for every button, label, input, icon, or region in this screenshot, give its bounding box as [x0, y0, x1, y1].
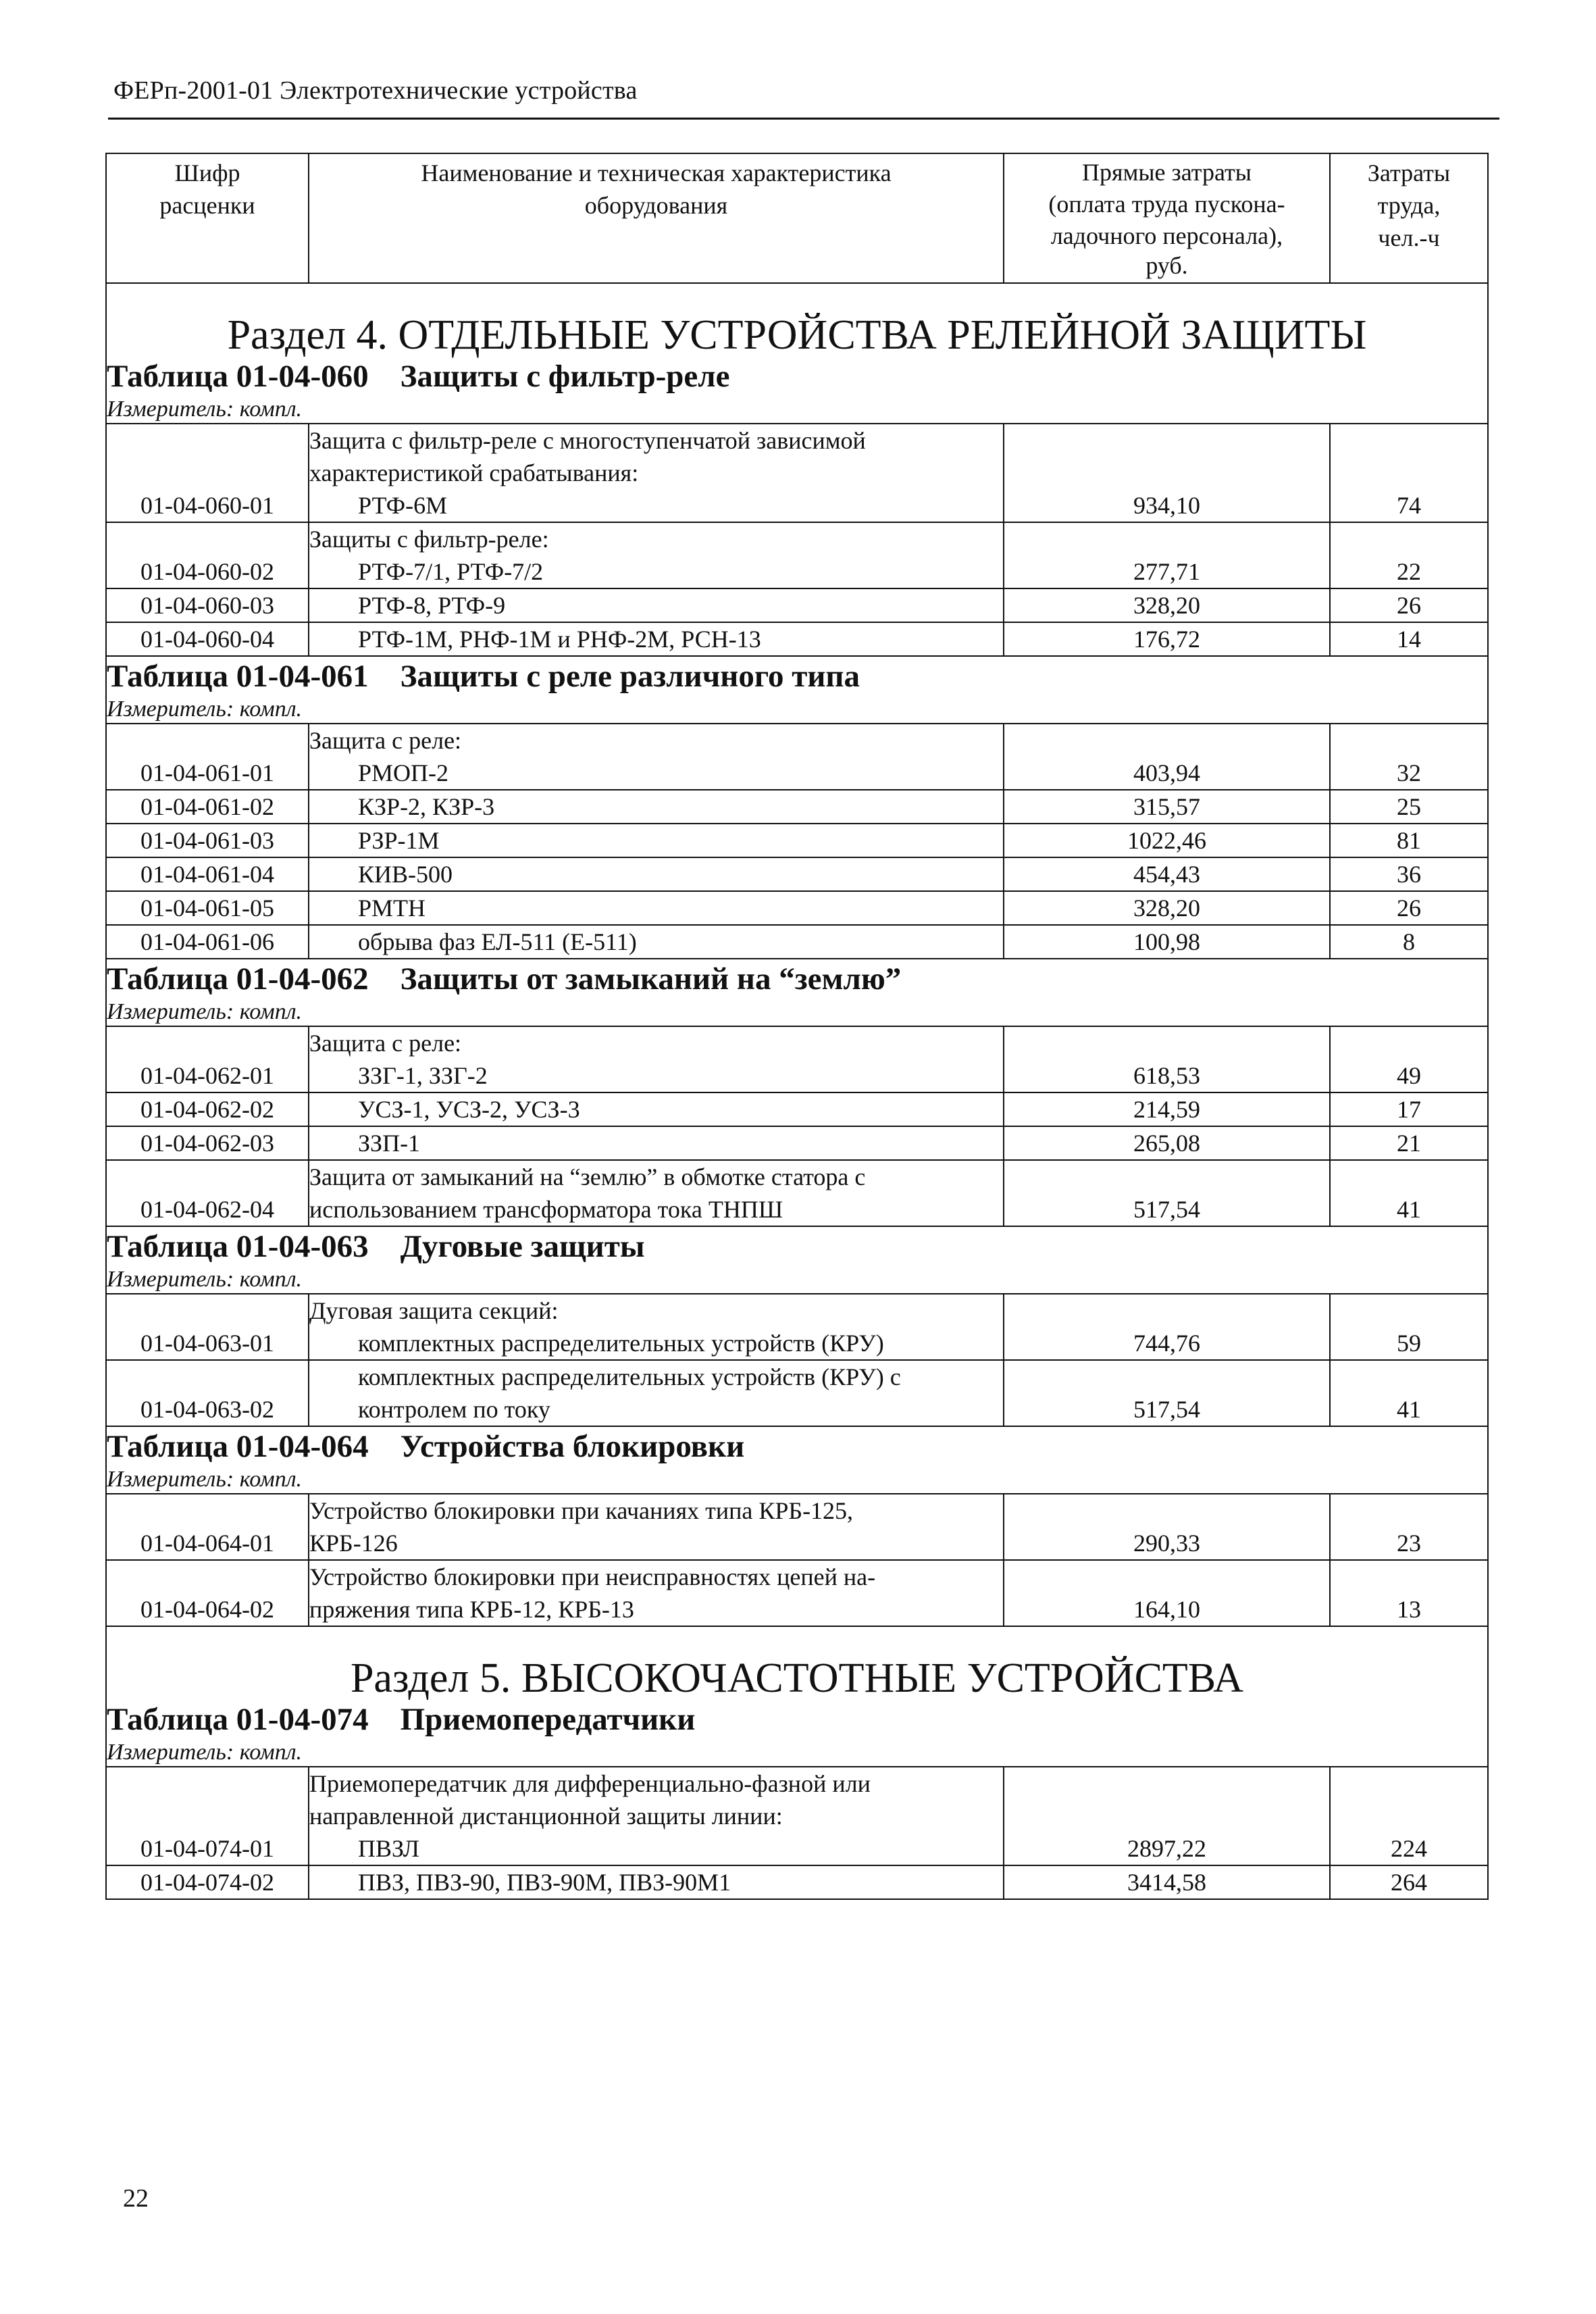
row-name: [309, 622, 1004, 656]
header-code: [106, 153, 309, 283]
table-caption: [106, 656, 1488, 696]
header-code-line: Шифр: [174, 159, 240, 186]
table-row: [106, 622, 1488, 656]
row-name-text: пряжения типа КРБ-12, КРБ-13: [309, 1596, 634, 1623]
group-heading: характеристикой срабатывания:: [309, 459, 639, 486]
row-cost: 100,98: [1004, 925, 1330, 959]
section-title: Раздел 4. ОТДЕЛЬНЫЕ УСТРОЙСТВА РЕЛЕЙНОЙ ЗАЩИТЫ: [106, 283, 1488, 357]
row-name: [309, 1092, 1004, 1126]
row-code: 01-04-060-02: [106, 522, 309, 588]
row-labor: 26: [1330, 588, 1488, 622]
row-code: 01-04-061-06: [106, 925, 309, 959]
row-name-text: РТФ-7/1, РТФ-7/2: [358, 558, 544, 585]
row-name: [309, 925, 1004, 959]
row-cost: 328,20: [1004, 588, 1330, 622]
row-cost: 1022,46: [1004, 824, 1330, 857]
measure-line: [106, 696, 1488, 724]
row-name-text: ЗЗГ-1, ЗЗГ-2: [358, 1062, 488, 1089]
group-heading: направленной дистанционной защиты линии:: [309, 1803, 783, 1830]
table-title: Приемопередатчики: [400, 1702, 696, 1737]
header-name: [309, 153, 1004, 283]
measure-row: [106, 1739, 1488, 1767]
header-cost-line: руб.: [1145, 252, 1188, 279]
measure-label: Измеритель:: [107, 1467, 234, 1492]
row-labor: 59: [1330, 1294, 1488, 1360]
row-name-text: контролем по току: [358, 1396, 550, 1423]
row-name-text: УСЗ-1, УСЗ-2, УСЗ-3: [358, 1096, 580, 1123]
row-code: 01-04-061-04: [106, 857, 309, 891]
header-cost: [1004, 153, 1330, 283]
row-cost: 315,57: [1004, 790, 1330, 824]
table-number: Таблица 01-04-062: [107, 961, 369, 997]
table-row: [106, 857, 1488, 891]
row-cost: 290,33: [1004, 1494, 1330, 1560]
row-code: 01-04-062-04: [106, 1160, 309, 1226]
row-labor: 264: [1330, 1865, 1488, 1899]
row-name-text: комплектных распределительных устройств (КРУ) с: [358, 1363, 901, 1390]
table-row: [106, 1494, 1488, 1560]
row-code: 01-04-074-02: [106, 1865, 309, 1899]
row-cost: 403,94: [1004, 724, 1330, 790]
table-row: [106, 424, 1488, 522]
row-name: [309, 1494, 1004, 1560]
row-labor: 74: [1330, 424, 1488, 522]
row-name-text: Устройство блокировки при неисправностях цепей на-: [309, 1563, 876, 1590]
table-caption: [106, 1426, 1488, 1466]
table-title: Устройства блокировки: [400, 1429, 745, 1464]
row-cost: 744,76: [1004, 1294, 1330, 1360]
table-caption-row: [106, 959, 1488, 999]
row-labor: 25: [1330, 790, 1488, 824]
row-cost: 328,20: [1004, 891, 1330, 925]
table-caption-row: [106, 656, 1488, 696]
section-row: [106, 1626, 1488, 1700]
table-caption: [106, 357, 1488, 396]
table-row: [106, 1294, 1488, 1360]
row-name-text: КЗР-2, КЗР-3: [358, 793, 495, 820]
row-name-text: комплектных распределительных устройств (КРУ): [358, 1330, 884, 1357]
price-table: [105, 153, 1489, 1900]
row-cost: 934,10: [1004, 424, 1330, 522]
table-caption: [106, 959, 1488, 999]
row-cost: 176,72: [1004, 622, 1330, 656]
measure-line: [106, 999, 1488, 1026]
row-name-text: Защита от замыканий на “землю” в обмотке статора с: [309, 1163, 866, 1190]
measure-row: [106, 1466, 1488, 1494]
row-name: [309, 1360, 1004, 1426]
table-row: [106, 1865, 1488, 1899]
row-name: [309, 522, 1004, 588]
row-labor: 23: [1330, 1494, 1488, 1560]
header-cost-line: ладочного персонала),: [1050, 222, 1283, 249]
row-name: [309, 588, 1004, 622]
measure-label: Измеритель:: [107, 1267, 234, 1292]
row-cost: 265,08: [1004, 1126, 1330, 1160]
row-labor: 8: [1330, 925, 1488, 959]
row-labor: 224: [1330, 1767, 1488, 1865]
table-row: [106, 824, 1488, 857]
header-labor-line: труда,: [1377, 192, 1441, 219]
measure-label: Измеритель:: [107, 999, 234, 1024]
row-cost: 454,43: [1004, 857, 1330, 891]
row-cost: 164,10: [1004, 1560, 1330, 1626]
row-code: 01-04-062-03: [106, 1126, 309, 1160]
table-caption: [106, 1226, 1488, 1266]
row-name: [309, 857, 1004, 891]
row-cost: 517,54: [1004, 1360, 1330, 1426]
measure-row: [106, 696, 1488, 724]
header-cost-line: (оплата труда пускона-: [1048, 191, 1285, 218]
row-labor: 49: [1330, 1026, 1488, 1092]
table-row: [106, 790, 1488, 824]
row-code: 01-04-060-04: [106, 622, 309, 656]
table-number: Таблица 01-04-061: [107, 659, 369, 694]
row-code: 01-04-062-01: [106, 1026, 309, 1092]
group-heading: Защита с фильтр-реле с многоступенчатой зависимой: [309, 427, 866, 454]
row-code: 01-04-060-01: [106, 424, 309, 522]
measure-line: [106, 396, 1488, 424]
header-code-line: расценки: [159, 192, 255, 219]
measure-label: Измеритель:: [107, 1740, 234, 1765]
header-cost-line: Прямые затраты: [1082, 159, 1252, 186]
table-title: Дуговые защиты: [400, 1229, 645, 1264]
row-code: 01-04-061-01: [106, 724, 309, 790]
table-row: [106, 1160, 1488, 1226]
row-code: 01-04-063-02: [106, 1360, 309, 1426]
table-caption-row: [106, 1426, 1488, 1466]
row-labor: 13: [1330, 1560, 1488, 1626]
row-name-text: РМТН: [358, 895, 426, 922]
row-name-text: использованием трансформатора тока ТНПШ: [309, 1196, 783, 1223]
row-name-text: РЗР-1М: [358, 827, 440, 854]
page-number: 22: [123, 2184, 149, 2213]
row-name: [309, 1026, 1004, 1092]
row-cost: 277,71: [1004, 522, 1330, 588]
row-labor: 36: [1330, 857, 1488, 891]
column-header-row: [106, 153, 1488, 283]
row-labor: 26: [1330, 891, 1488, 925]
table-caption-row: [106, 1700, 1488, 1739]
row-labor: 81: [1330, 824, 1488, 857]
measure-unit: компл.: [239, 999, 303, 1024]
row-name: [309, 724, 1004, 790]
table-row: [106, 724, 1488, 790]
section-title: Раздел 5. ВЫСОКОЧАСТОТНЫЕ УСТРОЙСТВА: [106, 1626, 1488, 1700]
section-row: [106, 283, 1488, 357]
table-row: [106, 588, 1488, 622]
group-heading: Приемопередатчик для дифференциально-фазной или: [309, 1770, 871, 1797]
row-code: 01-04-061-05: [106, 891, 309, 925]
row-name-text: РТФ-8, РТФ-9: [358, 592, 506, 619]
row-labor: 14: [1330, 622, 1488, 656]
row-name: [309, 891, 1004, 925]
row-name: [309, 824, 1004, 857]
measure-row: [106, 999, 1488, 1026]
row-name-text: РТФ-6М: [358, 492, 448, 519]
table-row: [106, 925, 1488, 959]
measure-unit: компл.: [239, 1467, 303, 1492]
row-labor: 17: [1330, 1092, 1488, 1126]
row-name-text: РТФ-1М, РНФ-1М и РНФ-2М, РСН-13: [358, 626, 761, 653]
row-name: [309, 1767, 1004, 1865]
measure-line: [106, 1266, 1488, 1294]
table-row: [106, 1092, 1488, 1126]
row-name: [309, 1865, 1004, 1899]
measure-line: [106, 1739, 1488, 1767]
row-cost: 214,59: [1004, 1092, 1330, 1126]
row-code: 01-04-063-01: [106, 1294, 309, 1360]
header-labor: [1330, 153, 1488, 283]
row-name-text: ПВЗЛ: [358, 1835, 419, 1862]
row-name-text: КРБ-126: [309, 1530, 398, 1557]
measure-label: Измеритель:: [107, 697, 234, 722]
row-name-text: ЗЗП-1: [358, 1130, 421, 1157]
table-number: Таблица 01-04-064: [107, 1429, 369, 1464]
row-name-text: Устройство блокировки при качаниях типа КРБ-125,: [309, 1497, 854, 1524]
measure-row: [106, 396, 1488, 424]
table-row: [106, 891, 1488, 925]
row-code: 01-04-064-02: [106, 1560, 309, 1626]
header-labor-line: чел.-ч: [1378, 224, 1440, 251]
header-labor-line: Затраты: [1367, 159, 1451, 186]
table-row: [106, 1560, 1488, 1626]
row-code: 01-04-061-03: [106, 824, 309, 857]
row-name: [309, 1126, 1004, 1160]
row-code: 01-04-074-01: [106, 1767, 309, 1865]
table-row: [106, 522, 1488, 588]
row-cost: 517,54: [1004, 1160, 1330, 1226]
row-name-text: КИВ-500: [358, 861, 453, 888]
row-name: [309, 790, 1004, 824]
row-cost: 2897,22: [1004, 1767, 1330, 1865]
measure-line: [106, 1466, 1488, 1494]
running-head: ФЕРп-2001-01 Электротехнические устройства: [113, 76, 638, 105]
row-name: [309, 424, 1004, 522]
table-number: Таблица 01-04-074: [107, 1702, 369, 1737]
table-row: [106, 1026, 1488, 1092]
row-name: [309, 1560, 1004, 1626]
measure-unit: компл.: [239, 697, 303, 722]
row-name-text: обрыва фаз ЕЛ-511 (Е-511): [358, 928, 637, 955]
row-code: 01-04-061-02: [106, 790, 309, 824]
table-caption: [106, 1700, 1488, 1739]
row-code: 01-04-062-02: [106, 1092, 309, 1126]
measure-row: [106, 1266, 1488, 1294]
measure-unit: компл.: [239, 1267, 303, 1292]
header-rule: [108, 118, 1499, 120]
row-cost: 618,53: [1004, 1026, 1330, 1092]
row-code: 01-04-060-03: [106, 588, 309, 622]
table-title: Защиты с фильтр-реле: [400, 359, 730, 394]
header-name-line: Наименование и техническая характеристика: [421, 159, 892, 186]
row-labor: 41: [1330, 1160, 1488, 1226]
table-caption-row: [106, 1226, 1488, 1266]
row-labor: 32: [1330, 724, 1488, 790]
measure-unit: компл.: [239, 1740, 303, 1765]
table-title: Защиты от замыканий на “землю”: [400, 961, 902, 997]
row-cost: 3414,58: [1004, 1865, 1330, 1899]
row-name: [309, 1160, 1004, 1226]
group-heading: Защиты с фильтр-реле:: [309, 526, 549, 553]
row-name: [309, 1294, 1004, 1360]
row-name-text: РМОП-2: [358, 759, 449, 786]
table-number: Таблица 01-04-063: [107, 1229, 369, 1264]
measure-unit: компл.: [239, 397, 303, 422]
group-heading: Дуговая защита секций:: [309, 1297, 559, 1324]
table-caption-row: [106, 357, 1488, 396]
measure-label: Измеритель:: [107, 397, 234, 422]
group-heading: Защита с реле:: [309, 727, 462, 754]
row-labor: 21: [1330, 1126, 1488, 1160]
row-name-text: ПВЗ, ПВЗ-90, ПВЗ-90М, ПВЗ-90М1: [358, 1869, 731, 1896]
header-name-line: оборудования: [584, 192, 728, 219]
table-row: [106, 1767, 1488, 1865]
row-labor: 22: [1330, 522, 1488, 588]
row-code: 01-04-064-01: [106, 1494, 309, 1560]
row-labor: 41: [1330, 1360, 1488, 1426]
table-title: Защиты с реле различного типа: [400, 659, 860, 694]
table-number: Таблица 01-04-060: [107, 359, 369, 394]
table-row: [106, 1360, 1488, 1426]
group-heading: Защита с реле:: [309, 1030, 462, 1057]
table-row: [106, 1126, 1488, 1160]
